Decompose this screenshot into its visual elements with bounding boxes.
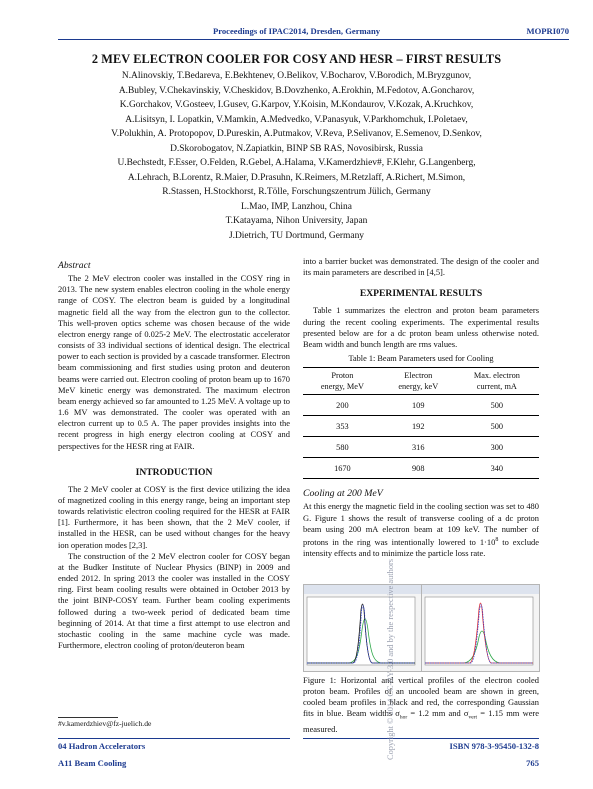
- caption-part-a: Figure 1: Horizontal and vertical profiles of the electron cooled proton beam. Profiles of an uncooled beam are shown in green, cooled beam profiles in black and red, the corresponding Gaussian fits in blue. Beam widths σ: [303, 675, 539, 719]
- intro-paragraph-1: The 2 MeV cooler at COSY is the first device utilizing the idea of magnetized cooling in this energy range, being an important step towards relativistic electron cooling required for the HESR at FAIR [1]. Furthermore, it has been shown, that the 2 MeV cooler, if installed in the HESR, can be used without changes for the heavy ion operation modes [2,3].: [58, 483, 290, 550]
- table-row: [303, 437, 539, 458]
- footer-subsection: A11 Beam Cooling: [58, 758, 127, 768]
- footnote-rule: [58, 717, 118, 718]
- left-column: [58, 260, 290, 651]
- author-list: [44, 69, 549, 244]
- intro-continued: into a barrier bucket was demonstrated. The design of the cooler and its main parameters are described in [4,5].: [303, 256, 539, 278]
- vertical-profile-svg: [422, 585, 539, 671]
- table-cell: 192: [412, 421, 425, 431]
- table-row: [303, 395, 539, 416]
- footer-section: 04 Hadron Accelerators: [58, 741, 146, 751]
- author-line: A.Bubley, V.Chekavinskiy, V.Cheskidov, B.Dovzhenko, A.Erokhin, M.Fedotov, A.Goncharov,: [118, 85, 475, 96]
- table-cell: 1670: [334, 463, 351, 473]
- cooling-text: [303, 501, 539, 559]
- cooling-text-b: to exclude intensity effects and to minimize the particle loss rate.: [303, 536, 539, 558]
- table-cell: 580: [336, 442, 349, 452]
- horizontal-profile-plot: [303, 584, 422, 672]
- paper-id: MOPRI070: [526, 26, 569, 36]
- page-number: 765: [526, 758, 539, 768]
- running-header: Proceedings of IPAC2014, Dresden, Germany: [212, 26, 381, 36]
- author-line: A.Lisitsyn, I. Lopatkin, V.Mamkin, A.Medvedko, V.Panasyuk, V.Parkhomchuk, I.Poletaev,: [125, 114, 468, 125]
- cooling-text-a: At this energy the magnetic field in the cooling section was set to 480 G. Figure 1 shows the result of transverse cooling of a dc proton beam using 200 mA electron beam at 109 keV. The number of protons in the ring was intentionally lowered to 1·10: [303, 501, 539, 547]
- table-cell: 200: [336, 400, 349, 410]
- author-line: T.Katayama, Nihon University, Japan: [225, 216, 368, 227]
- abstract-heading: Abstract: [58, 260, 91, 271]
- right-column: [303, 256, 539, 559]
- side-copyright: Copyright © 2014 CC-BY-3.0 and by the respective authors: [385, 558, 395, 760]
- author-line: D.Skorobogatov, N.Zapiatkin, BINP SB RAS, Novosibirsk, Russia: [170, 143, 423, 154]
- table-cell: 109: [412, 400, 425, 410]
- author-line: L.Mao, IMP, Lanzhou, China: [241, 201, 352, 212]
- table-cell: 500: [490, 421, 504, 431]
- table-row: [303, 416, 539, 437]
- table-row: [303, 458, 539, 479]
- intro-paragraph-2: The construction of the 2 MeV electron cooler for COSY began at the Budker Institute of Nuclear Physics (BINP) in 2009 and ended 2012. In spring 2013 the cooler was installed in the COSY ring. First beam cooling results were obtained in October 2013 by the joint BINP-COSY team. Further beam cooling experiments followed during a two-week period of dedicated beam time beginning of 2014. At that time a first attempt to use electron and stochastic cooling in the same machine cycle was made. Furthermore, electron cooling of proton/deuteron beam: [58, 550, 290, 650]
- author-line: A.Lehrach, B.Lorentz, R.Maier, D.Prasuhn, K.Reimers, M.Retzlaff, A.Richert, M.Simon,: [127, 172, 466, 183]
- horizontal-profile-svg: [304, 585, 421, 671]
- cooling-subheading: Cooling at 200 MeV: [303, 488, 383, 500]
- table-header-3a: Max. electron: [473, 371, 520, 381]
- author-line: K.Gorchakov, V.Gosteev, I.Gusev, G.Karpov, Y.Koisin, M.Kondaurov, V.Kozak, A.Kruchkov,: [119, 100, 474, 111]
- header-rule: [58, 39, 569, 40]
- author-line: U.Bechstedt, F.Esser, O.Felden, R.Gebel, A.Halama, V.Kamerdzhiev#, F.Klehr, G.Langenberg,: [117, 158, 476, 169]
- table-cell: 316: [412, 442, 425, 452]
- author-line: R.Stassen, H.Stockhorst, R.Tölle, Forschungszentrum Jülich, Germany: [162, 187, 431, 198]
- table-header-2b: energy, keV: [398, 382, 439, 392]
- footer-rule-right: [303, 738, 539, 739]
- author-line: N.Alinovskiy, T.Bedareva, E.Bekhtenev, O.Belikov, V.Bocharov, V.Borodich, M.Bryzgunov,: [121, 71, 472, 81]
- table-header-1b: energy, MeV: [320, 382, 364, 392]
- sigma-hor-subscript: hor: [399, 715, 408, 722]
- footnote-email: #v.kamerdzhiev@fz-juelich.de: [58, 719, 152, 728]
- beam-parameters-table: [303, 367, 539, 479]
- footer-rule-left: [58, 738, 290, 739]
- table-cell: 500: [490, 400, 504, 410]
- sigma-vert-subscript: vert: [468, 715, 478, 722]
- author-line: V.Polukhin, A. Protopopov, D.Pureskin, A.Putmakov, V.Reva, P.Selivanov, E.Semenov, D.Senkov,: [111, 129, 482, 140]
- table-caption: Table 1: Beam Parameters used for Cooling: [348, 354, 494, 364]
- table-cell: 908: [412, 463, 425, 473]
- table-cell: 340: [490, 463, 504, 473]
- experimental-heading: EXPERIMENTAL RESULTS: [359, 288, 483, 300]
- abstract-text: The 2 MeV electron cooler was installed in the COSY ring in 2013. The new system enables electron cooling in the whole energy range of COSY. The electron beam is guided by a longitudinal magnetic field all the way from the electron gun to the collector. This well-proven optics scheme was chosen because of the wide electron energy range of 0.025-2 MeV. The electrostatic accelerator consists of 33 individual sections of identical design. The electrical power to each section is provided by a cascade transformer. Electron beam commissioning and first studies using proton and deuteron beams were carried out. Electron cooling of proton beam up to 1670 MeV kinetic energy was demonstrated. The maximum electron beam energy achieved so far amounted to 1.25 MeV. A voltage up to 1.6 MV was demonstrated. The cooler was operated with an electron current up to 0.5 A. The paper provides insights into the recent progress in high energy electron cooling at COSY and perspectives for the HESR ring at FAIR.: [58, 273, 290, 451]
- table-cell: 300: [490, 442, 504, 452]
- caption-part-b: = 1.2 mm and σ: [407, 708, 469, 719]
- table-cell: 353: [336, 421, 349, 431]
- footer-isbn: ISBN 978-3-95450-132-8: [449, 741, 539, 751]
- introduction-heading: INTRODUCTION: [135, 466, 213, 478]
- vertical-profile-plot: [421, 584, 540, 672]
- cooling-exponent: 8: [495, 536, 499, 543]
- author-line: J.Dietrich, TU Dortmund, Germany: [228, 231, 365, 242]
- table-header-2a: Electron: [404, 371, 433, 381]
- table-header-1a: Proton: [331, 371, 354, 381]
- paper-title: 2 MEV ELECTRON COOLER FOR COSY AND HESR – FIRST RESULTS: [91, 52, 502, 66]
- table-header-3b: current, mA: [476, 382, 517, 392]
- figure-caption: [303, 675, 539, 735]
- caption-part-c: = 1.15 mm were measured.: [303, 708, 539, 735]
- experimental-text: Table 1 summarizes the electron and proton beam parameters during the recent cooling experiments. The experimental results presented below are for a dc proton beam unless otherwise noted. Beam width and bunch length are rms values.: [303, 305, 539, 349]
